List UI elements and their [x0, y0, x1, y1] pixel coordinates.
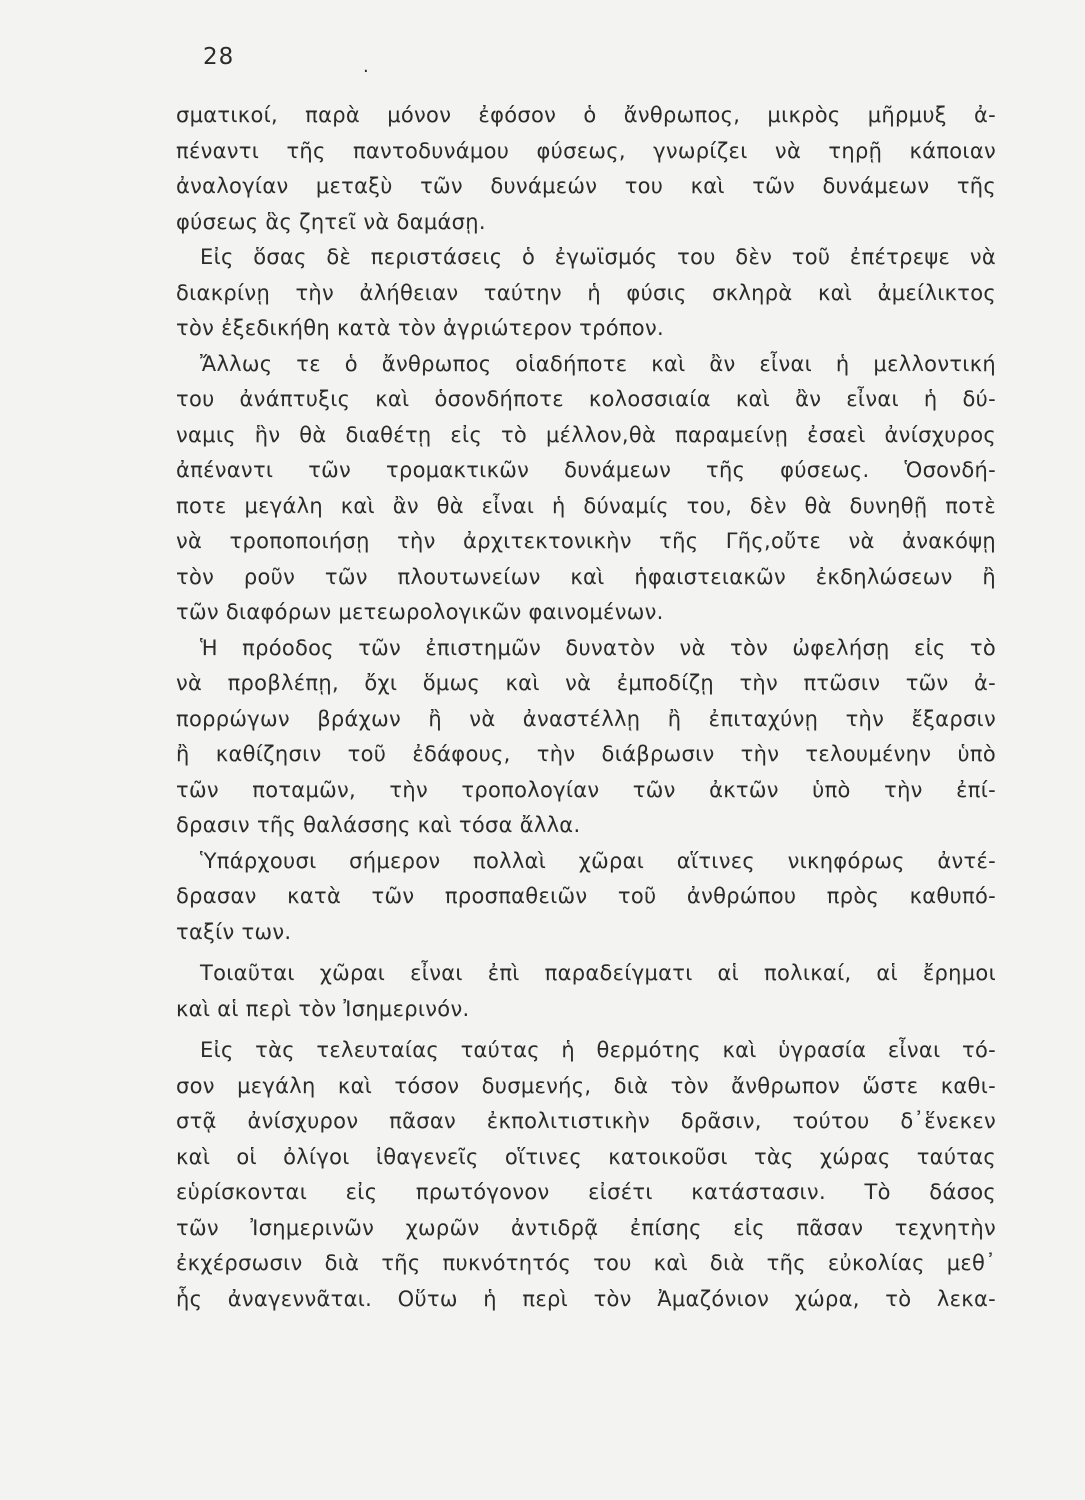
text-line: Ὑπάρχουσι σήμερον πολλαὶ χῶραι αἵτινες νικηφόρως ἀντέ-: [200, 848, 996, 873]
text-line: Ἡ πρόοδος τῶν ἐπιστημῶν δυνατὸν νὰ τὸν ὠφελήσῃ εἰς τὸ: [200, 635, 996, 660]
text-line: του ἀνάπτυξις καὶ ὁσονδήποτε κολοσσιαία καὶ ἂν εἶναι ἡ δύ-: [176, 387, 996, 411]
text-line: στᾷ ἀνίσχυρον πᾶσαν ἐκπολιτιστικὴν δρᾶσιν, τούτου δ᾽ἕνεκεν: [176, 1109, 996, 1133]
text-line: διακρίνῃ τὴν ἀλήθειαν ταύτην ἡ φύσις σκληρὰ καὶ ἀμείλικτος: [176, 280, 996, 305]
text-line: Εἰς ὅσας δὲ περιστάσεις ὁ ἐγωϊσμός του δὲν τοῦ ἐπέτρεψε νὰ: [200, 245, 996, 269]
text-line: τὸν ροῦν τῶν πλουτωνείων καὶ ἡφαιστειακῶν ἐκδηλώσεων ἢ: [176, 564, 996, 589]
text-line: Ἄλλως τε ὁ ἄνθρωπος οἱαδήποτε καὶ ἂν εἶναι ἡ μελλοντική: [200, 351, 996, 376]
text-line: νὰ προβλέπῃ, ὄχι ὅμως καὶ νὰ ἐμποδίζῃ τὴν πτῶσιν τῶν ἀ-: [176, 671, 996, 695]
text-line: ταξίν των.: [176, 919, 292, 944]
text-line: τῶν διαφόρων μετεωρολογικῶν φαινομένων.: [176, 600, 664, 624]
text-line: πορρώγων βράχων ἢ νὰ ἀναστέλλῃ ἢ ἐπιταχύνῃ τὴν ἔξαρσιν: [176, 706, 996, 731]
page-number: 28: [203, 44, 235, 70]
text-line: δρασιν τῆς θαλάσσης καὶ τόσα ἄλλα.: [176, 813, 581, 837]
text-line: ἢ καθίζησιν τοῦ ἐδάφους, τὴν διάβρωσιν τὴν τελουμένην ὑπὸ: [176, 742, 996, 766]
text-line: ποτε μεγάλη καὶ ἂν θὰ εἶναι ἡ δύναμίς του, δὲν θὰ δυνηθῇ ποτὲ: [176, 493, 996, 518]
text-line: τὸν ἐξεδικήθη κατὰ τὸν ἀγριώτερον τρόπον.: [176, 316, 664, 340]
text-line: σματικοί, παρὰ μόνον ἐφόσον ὁ ἄνθρωπος, μικρὸς μῆρμυξ ἀ-: [176, 103, 996, 127]
text-line: καὶ οἱ ὀλίγοι ἰθαγενεῖς οἵτινες κατοικοῦσι τὰς χώρας ταύτας: [176, 1144, 996, 1169]
text-line: εὑρίσκονται εἰς πρωτόγονον εἰσέτι κατάστασιν. Τὸ δάσος: [176, 1180, 996, 1204]
text-line: Εἰς τὰς τελευταίας ταύτας ἡ θερμότης καὶ ὑγρασία εἶναι τό-: [200, 1038, 996, 1062]
text-line: νὰ τροποποιήσῃ τὴν ἀρχιτεκτονικὴν τῆς Γῆς,οὔτε νὰ ἀνακόψῃ: [176, 529, 996, 553]
text-line: πέναντι τῆς παντοδυνάμου φύσεως, γνωρίζει νὰ τηρῇ κάποιαν: [176, 138, 996, 163]
text-line: ναμις ἣν θὰ διαθέτῃ εἰς τὸ μέλλον,θὰ παραμείνῃ ἐσαεὶ ἀνίσχυρος: [176, 422, 996, 447]
text-line: Τοιαῦται χῶραι εἶναι ἐπὶ παραδείγματι αἱ πολικαί, αἱ ἔρημοι: [200, 961, 996, 985]
text-line: δρασαν κατὰ τῶν προσπαθειῶν τοῦ ἀνθρώπου πρὸς καθυπό-: [176, 884, 996, 908]
text-line: φύσεως ἃς ζητεῖ νὰ δαμάσῃ.: [176, 209, 486, 234]
text-line: τῶν Ἰσημερινῶν χωρῶν ἀντιδρᾷ ἐπίσης εἰς πᾶσαν τεχνητὴν: [176, 1215, 996, 1240]
text-line: ἐκχέρσωσιν διὰ τῆς πυκνότητός του καὶ διὰ τῆς εὐκολίας μεθ᾽: [176, 1251, 996, 1275]
page-dot: .: [363, 56, 369, 77]
text-line: ἧς ἀναγεννᾶται. Οὕτω ἡ περὶ τὸν Ἀμαζόνιον χώρα, τὸ λεκα-: [176, 1286, 996, 1311]
text-line: ἀναλογίαν μεταξὺ τῶν δυνάμεών του καὶ τῶν δυνάμεων τῆς: [176, 174, 996, 198]
body-text: [176, 98, 996, 1317]
text-line: ἀπέναντι τῶν τρομακτικῶν δυνάμεων τῆς φύσεως. Ὁσονδή-: [176, 458, 996, 482]
text-line: καὶ αἱ περὶ τὸν Ἰσημερινόν.: [176, 996, 470, 1021]
text-line: σον μεγάλη καὶ τόσον δυσμενής, διὰ τὸν ἄνθρωπον ὥστε καθι-: [176, 1073, 996, 1098]
text-line: τῶν ποταμῶν, τὴν τροπολογίαν τῶν ἀκτῶν ὑπὸ τὴν ἐπί-: [176, 777, 996, 802]
